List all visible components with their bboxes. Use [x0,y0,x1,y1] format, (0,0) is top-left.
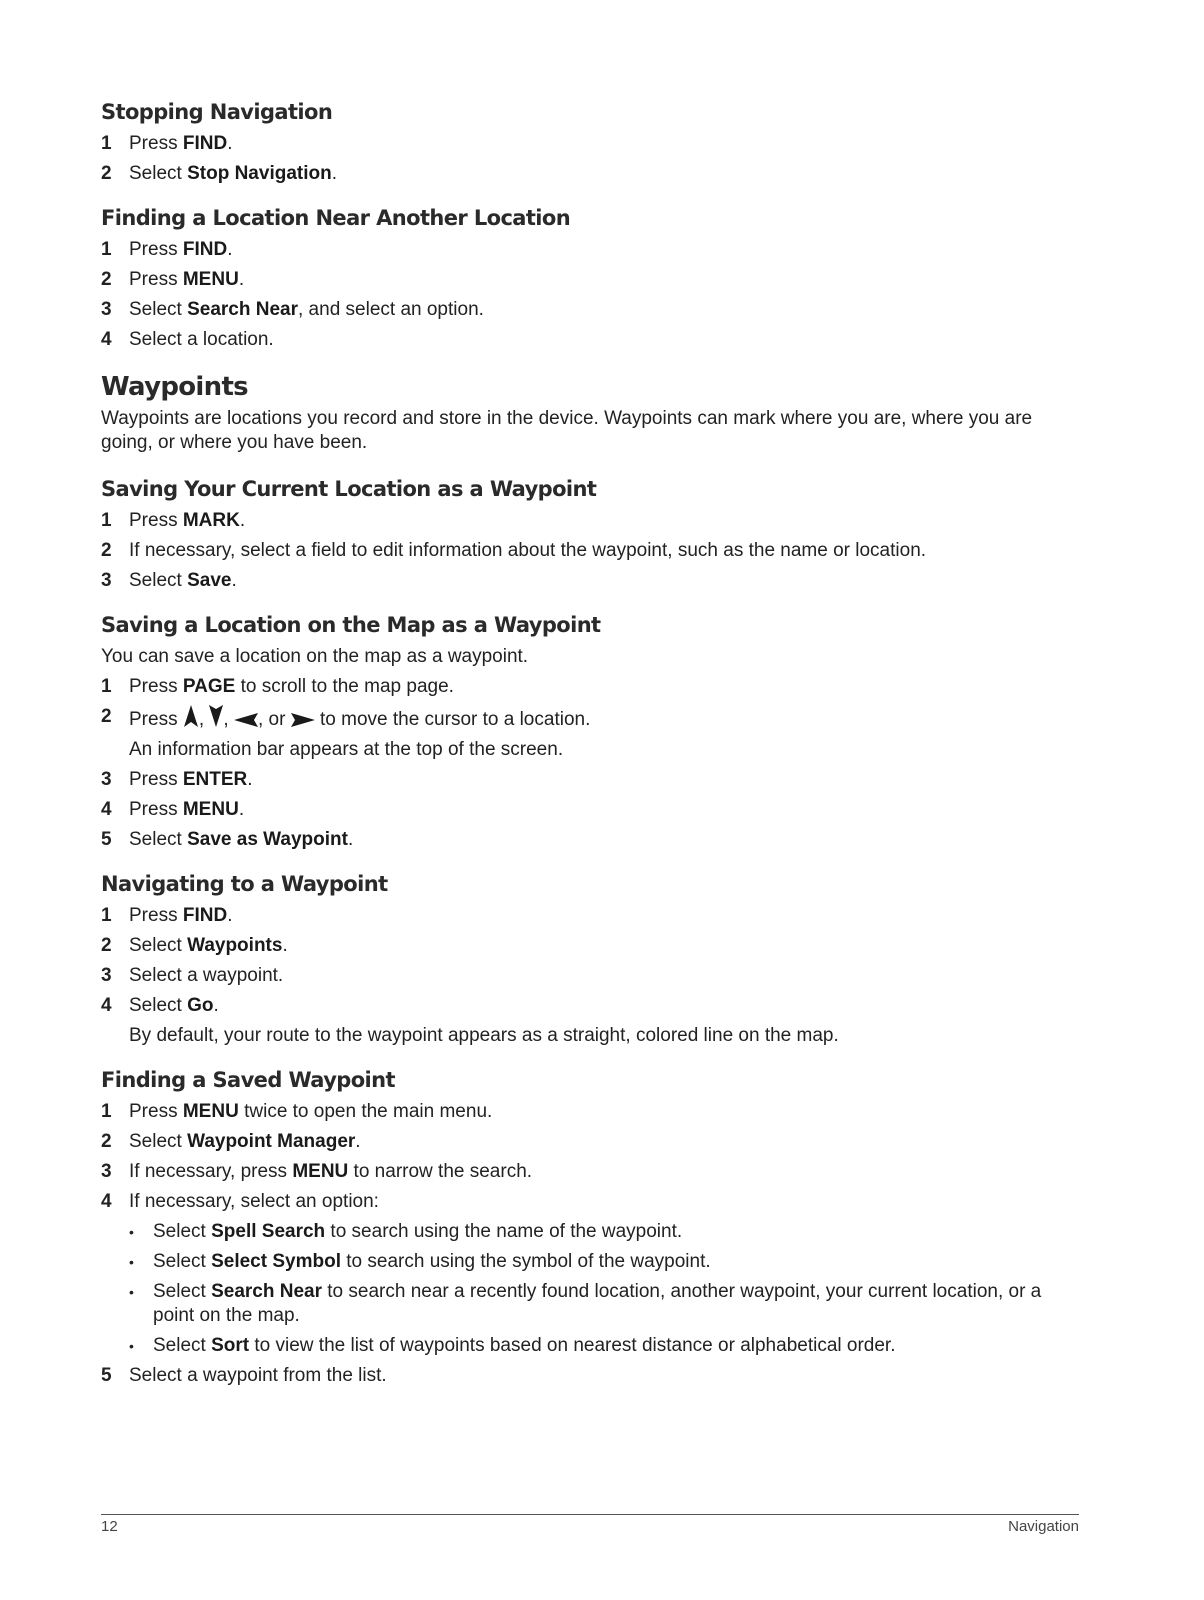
section-finding-saved [101,1066,1081,1388]
step-text: . [213,995,219,1016]
step-text: . [227,239,233,260]
step-text: Press [129,676,183,697]
step-text: Select a waypoint from the list. [129,1365,387,1386]
section-navigating [101,870,1081,1048]
step-text: Press [129,1101,183,1122]
step-text: If necessary, press [129,1161,293,1182]
step-number: 1 [101,905,112,926]
step-item [101,298,1081,322]
step-text: . [227,133,233,154]
step-text: Press [129,510,183,531]
step-text: , [223,709,234,730]
option-text: to view the list of waypoints based on nearest distance or alphabetical order. [249,1335,896,1356]
step-text: Select a location. [129,329,274,350]
section-saving-map [101,611,1081,852]
step-number: 2 [101,706,112,727]
chapter-name: Navigation [1008,1518,1079,1535]
step-text: Press [129,799,183,820]
step-item [101,1190,1081,1358]
step-number: 1 [101,510,112,531]
step-item [101,828,1081,852]
document-page [101,98,1081,1406]
option-text: to search near a recently found location, another waypoint, your current location, or a point on the map. [153,1281,1042,1326]
section-title: Finding a Saved Waypoint [101,1068,395,1092]
step-text: Select [129,1131,188,1152]
step-key: Stop Navigation [187,163,332,184]
step-key: FIND [182,905,228,926]
step-list [101,1100,1081,1388]
step-number: 1 [101,239,112,260]
step-item [101,328,1081,352]
step-number: 5 [101,1365,112,1386]
step-note: By default, your route to the waypoint appears as a straight, colored line on the map. [129,1025,839,1046]
step-text: . [238,269,245,290]
step-item [101,964,1081,988]
step-text: Select [129,935,188,956]
bullet-icon: • [129,1254,134,1270]
step-text: Press [129,769,183,790]
option-text: Select [153,1251,212,1272]
step-text: . [238,799,245,820]
step-number: 4 [101,799,112,820]
step-number: 1 [101,133,112,154]
section-title: Stopping Navigation [101,100,333,124]
step-item [101,934,1081,958]
step-number: 3 [101,570,112,591]
section-waypoints [101,370,1081,455]
step-text: Press [129,133,183,154]
step-item [101,768,1081,792]
step-text: . [331,163,337,184]
option-item [129,1220,1081,1244]
step-text: . [247,769,253,790]
section-title: Saving Your Current Location as a Waypoint [101,477,597,501]
option-item [129,1250,1081,1274]
step-text: . [355,1131,361,1152]
step-text: , and select an option. [298,299,484,320]
step-item [101,1100,1081,1124]
step-text: to narrow the search. [348,1161,533,1182]
option-text: Select [153,1221,212,1242]
option-item [129,1334,1081,1358]
arrow-up-icon [183,705,199,727]
step-item [101,1130,1081,1154]
bullet-icon: • [129,1224,134,1240]
step-text: to move the cursor to a location. [314,709,591,730]
step-number: 2 [101,269,112,290]
step-item [101,539,1081,563]
section-title: Saving a Location on the Map as a Waypoint [101,613,601,637]
step-number: 2 [101,1131,112,1152]
step-item [101,798,1081,822]
step-text: Select [129,829,188,850]
step-note: An information bar appears at the top of the screen. [129,739,564,760]
option-list [129,1220,1081,1358]
option-text: Select [153,1281,212,1302]
step-item [101,675,1081,699]
step-item [101,994,1081,1048]
step-item [101,1160,1081,1184]
step-text: , [198,709,210,730]
step-number: 4 [101,1191,112,1212]
step-text: . [282,935,288,956]
step-list [101,904,1081,1048]
step-number: 4 [101,329,112,350]
step-text: twice to open the main menu. [238,1101,493,1122]
option-item [129,1280,1081,1328]
step-key: Save as Waypoint [187,829,348,850]
step-key: Waypoint Manager [187,1131,356,1152]
step-text: . [239,510,246,531]
bullet-icon: • [129,1284,134,1300]
step-item [101,238,1081,262]
option-text: to search using the symbol of the waypoint. [340,1251,711,1272]
step-text: Press [129,905,183,926]
section-stopping-navigation [101,98,1081,186]
section-title: Navigating to a Waypoint [101,872,388,896]
step-key: FIND [182,239,228,260]
arrow-left-icon [234,713,258,727]
step-number: 2 [101,935,112,956]
option-key: Sort [211,1335,250,1356]
step-number: 1 [101,676,112,697]
step-key: MARK [182,510,240,531]
step-number: 3 [101,299,112,320]
step-number: 3 [101,769,112,790]
arrow-down-icon [209,705,223,727]
step-key: ENTER [182,769,248,790]
step-item [101,1364,1081,1388]
step-item [101,268,1081,292]
option-text: to search using the name of the waypoint. [325,1221,683,1242]
step-item [101,132,1081,156]
chapter-title: Waypoints [101,372,248,402]
step-number: 4 [101,995,112,1016]
step-text: If necessary, select a field to edit information about the waypoint, such as the name or location. [129,540,927,561]
option-key: Search Near [211,1281,322,1302]
section-finding-near [101,204,1081,352]
step-number: 2 [101,163,112,184]
option-text: Select [153,1335,212,1356]
step-number: 5 [101,829,112,850]
step-text: Select [129,995,188,1016]
step-text: If necessary, select an option: [129,1191,379,1212]
bullet-icon: • [129,1338,134,1354]
step-key: MENU [182,799,239,820]
step-item [101,569,1081,593]
option-key: Spell Search [211,1221,326,1242]
step-key: Search Near [187,299,298,320]
step-text: Select [129,163,188,184]
step-item [101,509,1081,533]
step-text: Press [129,709,183,730]
step-item [101,705,1081,762]
step-key: Go [187,995,214,1016]
step-item [101,904,1081,928]
step-text: Select [129,299,188,320]
step-number: 3 [101,1161,112,1182]
step-text: Press [129,269,183,290]
section-saving-current [101,475,1081,593]
step-list [101,509,1081,593]
section-title: Finding a Location Near Another Location [101,206,571,230]
intro-paragraph: You can save a location on the map as a waypoint. [101,646,529,667]
option-key: Select Symbol [211,1251,341,1272]
step-item [101,162,1081,186]
step-list [101,238,1081,352]
step-key: PAGE [182,676,236,697]
intro-paragraph: Waypoints are locations you record and store in the device. Waypoints can mark where you are, where you are going, or where you have been. [101,408,1033,453]
step-list [101,132,1081,186]
page-number: 12 [101,1518,118,1535]
step-key: MENU [182,1101,239,1122]
step-number: 2 [101,540,112,561]
step-text: . [227,905,233,926]
step-key: Save [187,570,232,591]
step-number: 3 [101,965,112,986]
footer-divider [101,1514,1079,1515]
step-key: Waypoints [187,935,283,956]
step-key: MENU [292,1161,349,1182]
step-key: FIND [182,133,228,154]
step-list [101,675,1081,852]
step-key: MENU [182,269,239,290]
step-text: , or [257,709,291,730]
step-text: to scroll to the map page. [235,676,454,697]
arrow-right-icon [291,713,315,727]
step-text: . [231,570,237,591]
step-text: . [347,829,354,850]
step-text: Press [129,239,183,260]
step-number: 1 [101,1101,112,1122]
step-text: Select [129,570,188,591]
step-text: Select a waypoint. [129,965,284,986]
